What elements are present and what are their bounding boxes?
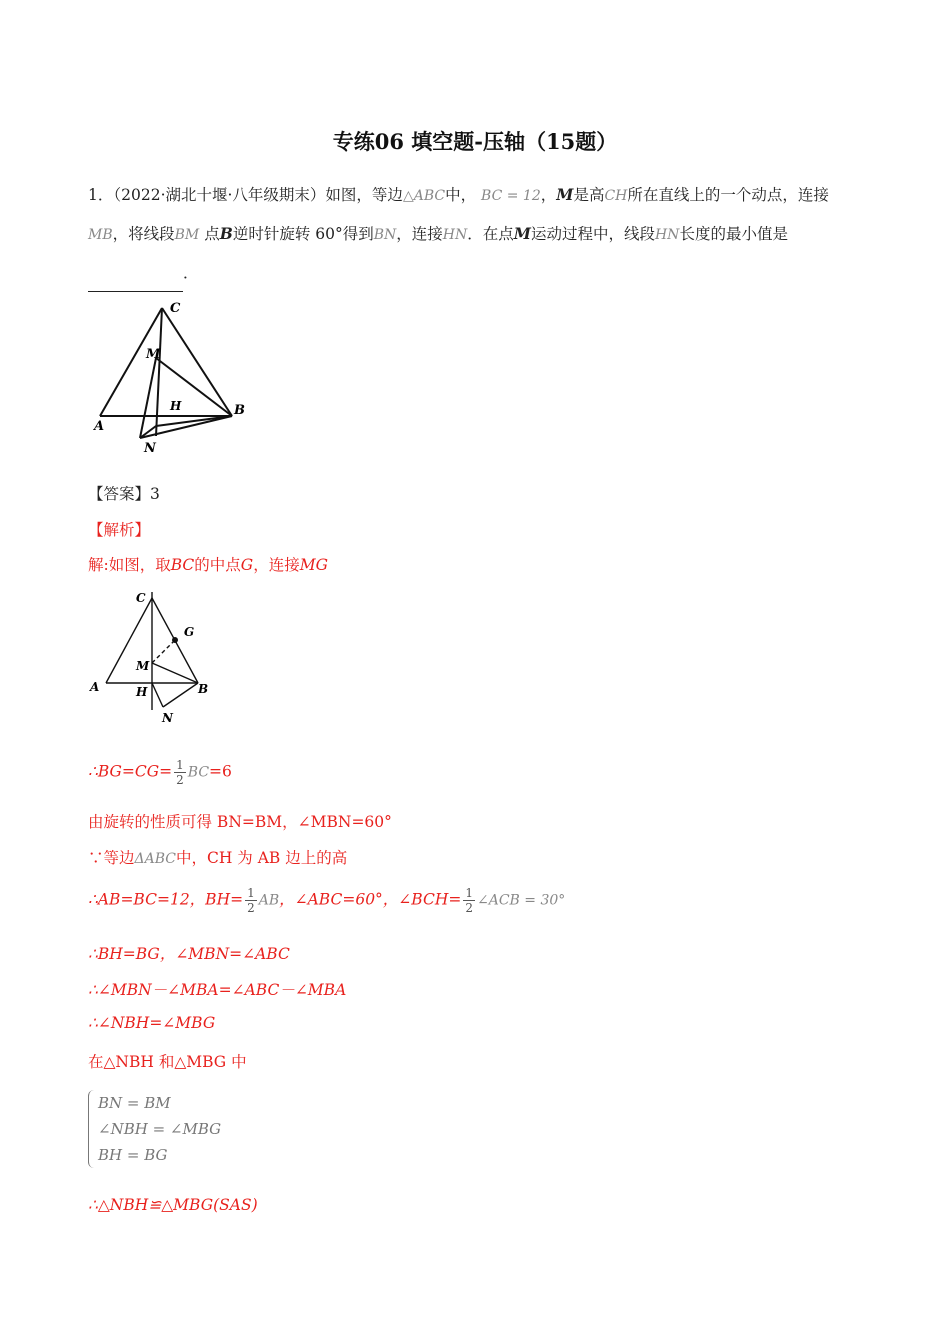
figure-2-triangle [88,588,218,728]
answer-value: 3 [150,485,160,503]
document-page: 专练06 填空题-压轴（15题） 1．（2022·湖北十堰·八年级期末）如图，等边△ABC中， BC = 12，M是高CH所在直线上的一个动点，连接MB，将线段BM 点B逆时针旋转 60°得到BN，连接HN．在点M运动过程中，线段HN长度的最小值是． C M H B A N 【答案】3 【解析】 解:如图，取BC的中点G，连接MG C G M A H B N ∴BG=CG= $\frac{1}{2}$ BC=6 由旋转的性质可得 BN=BM，∠MBN=60° ∵等边ΔABC中，CH 为 AB 边上的高 ∴AB=BC=12，BH= $\frac{1}{2}$ AB，∠ABC=60°，∠BCH= $\frac{1}{2}$ ∠ACB = 30° ∴BH=BG，∠MBN=∠ABC ∴∠MBN－∠MBA=∠ABC－∠MBA ∴∠NBH=∠MBG 在△NBH 和△MBG 中 BN = BM ∠NBH = ∠MBG BH = BG ∴△NBH≌△MBG(SAS) [0,0,950,1344]
step-1: ∴BG=CG= $\frac{1}{2}$ BC=6 [88,758,232,787]
analysis-label: 【解析】 [88,521,151,539]
step-6: ∴∠MBN－∠MBA=∠ABC－∠MBA [88,981,347,999]
fig1-label-m: M [146,347,161,362]
step-4: ∴AB=BC=12，BH= $\frac{1}{2}$ AB，∠ABC=60°，∠BCH= $\frac{1}{2}$ ∠ACB = 30° [88,886,566,915]
fig1-label-n: N [144,441,156,456]
fig2-label-n: N [162,711,173,725]
step-2: 由旋转的性质可得 BN=BM，∠MBN=60° [88,813,392,831]
page-title: 专练06 填空题-压轴（15题） [332,129,618,154]
answer-blank [88,273,183,292]
fig1-label-a: A [94,419,105,434]
analysis-line-1: 解:如图，取BC的中点G，连接MG [88,556,328,574]
step-9: ∴△NBH≌△MBG(SAS) [88,1196,258,1214]
fig2-label-c: C [136,591,146,605]
left-brace [88,1090,95,1168]
fig1-label-h: H [170,399,182,413]
fig2-label-b: B [198,682,209,696]
step-8: 在△NBH 和△MBG 中 [88,1053,247,1071]
question-1: 1．（2022·湖北十堰·八年级期末）如图，等边△ABC中， BC = 12，M是高CH所在直线上的一个动点，连接MB，将线段BM 点B逆时针旋转 60°得到BN，连接HN．在点M运动过程中，线段HN长度的最小值是． [88,176,864,292]
fig1-label-c: C [170,301,181,316]
fig2-label-m: M [136,659,150,673]
step-7: ∴∠NBH=∠MBG [88,1014,216,1032]
fig2-label-a: A [90,680,100,694]
step-5: ∴BH=BG，∠MBN=∠ABC [88,945,290,963]
figure-1-triangle [90,298,250,460]
question-number: 1． [88,186,114,204]
answer-line [88,482,160,504]
fig2-label-g: G [184,625,195,639]
answer-label: 【答案】 [88,485,151,503]
fig1-label-b: B [234,403,245,418]
step-3: ∵等边ΔABC中，CH 为 AB 边上的高 [88,849,348,867]
fig2-label-h: H [136,685,148,699]
